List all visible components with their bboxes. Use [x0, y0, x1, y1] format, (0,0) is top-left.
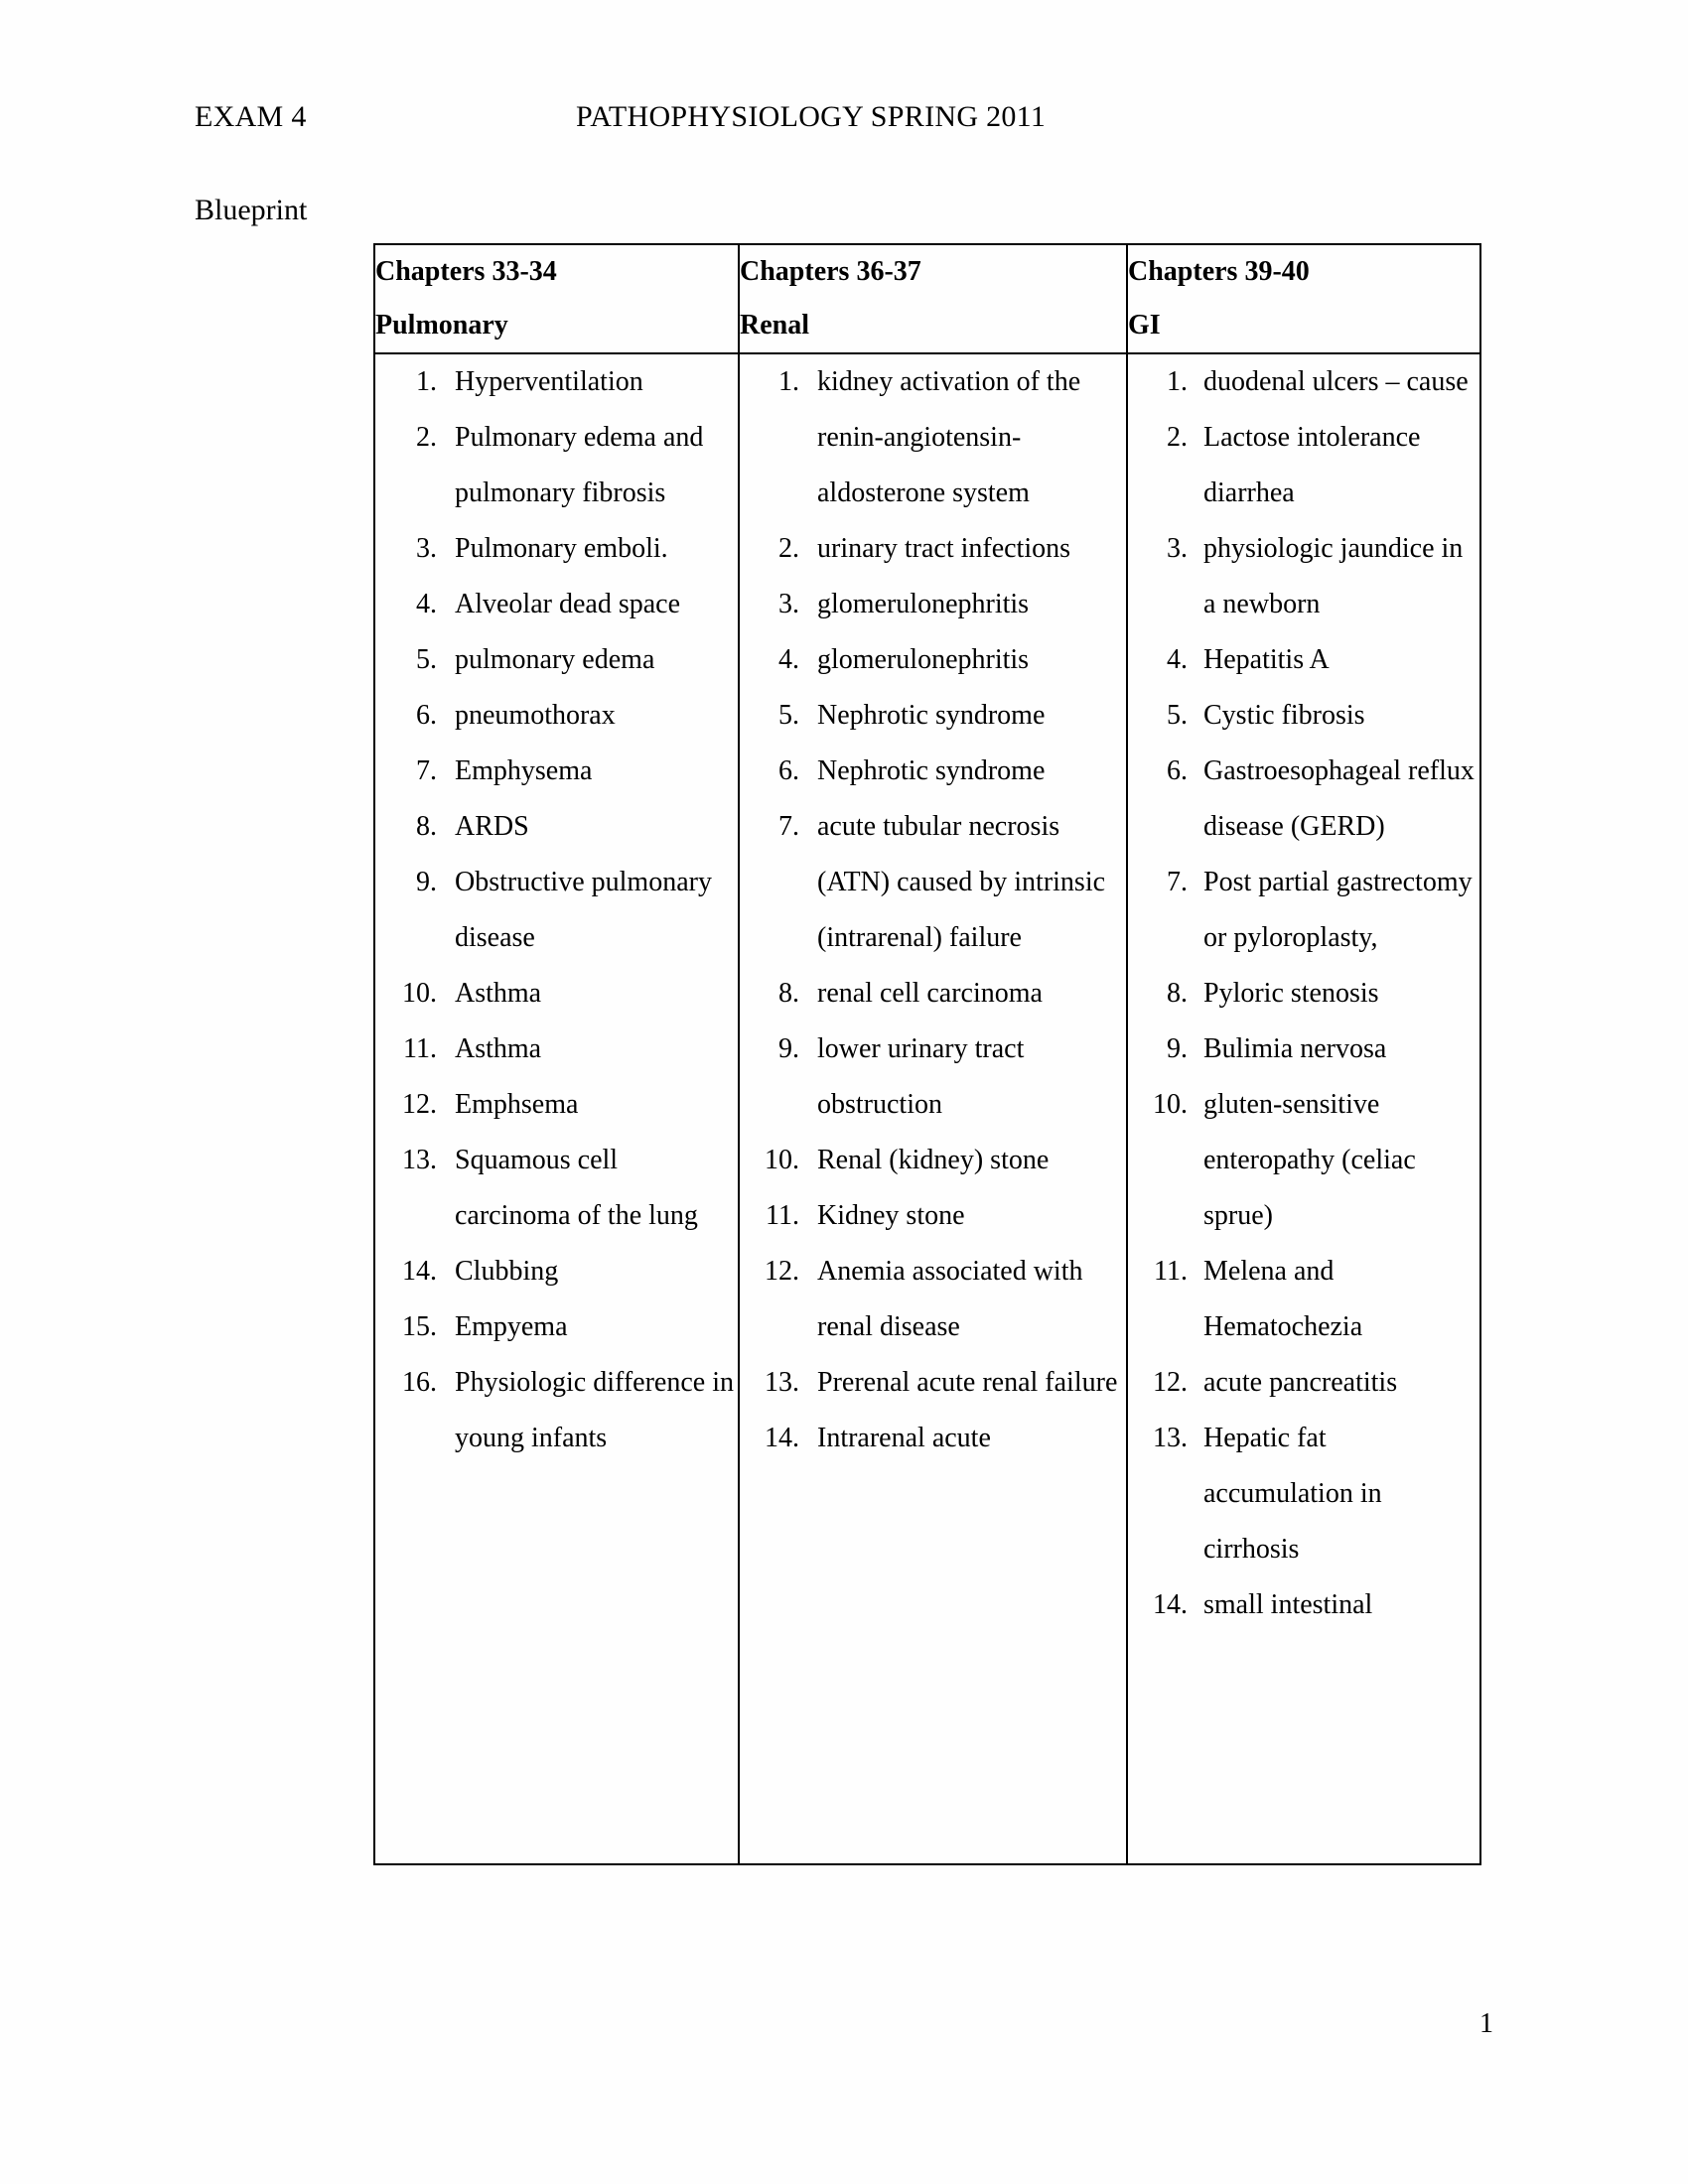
list-item [375, 799, 738, 855]
list-item-label: Pyloric stenosis [1203, 978, 1379, 1009]
column-header-renal [739, 244, 1127, 353]
list-item [1128, 410, 1479, 521]
list-item [375, 1355, 738, 1466]
list-item-number: 4. [416, 589, 437, 619]
list-item [375, 744, 738, 799]
list-item [740, 1244, 1126, 1355]
list-item-label: Nephrotic syndrome [817, 700, 1046, 731]
list-item-label: ARDS [455, 811, 529, 842]
list-item [740, 966, 1126, 1022]
list-item-label: Squamous cell carcinoma of the lung [455, 1145, 698, 1231]
list-item [1128, 632, 1479, 688]
list-item-number: 13. [765, 1367, 799, 1398]
list-item-label: Bulimia nervosa [1203, 1033, 1387, 1064]
list-item [1128, 966, 1479, 1022]
list-item-label: lower urinary tract obstruction [817, 1033, 1025, 1120]
list-item-number: 5. [778, 700, 799, 731]
list-item-number: 1. [778, 366, 799, 397]
list-item-number: 16. [402, 1367, 437, 1398]
list-item [375, 410, 738, 521]
list-item [740, 577, 1126, 632]
list-item [740, 744, 1126, 799]
list-item-number: 13. [402, 1145, 437, 1175]
list-item-number: 8. [416, 811, 437, 842]
list-item-number: 10. [1153, 1089, 1188, 1120]
list-item [375, 1299, 738, 1355]
list-item [1128, 354, 1479, 410]
list-item-label: Hepatitis A [1203, 644, 1330, 675]
list-item [740, 1411, 1126, 1466]
list-item-label: Clubbing [455, 1256, 559, 1287]
document-header [195, 97, 1505, 137]
list-item [740, 799, 1126, 966]
list-item-number: 14. [1153, 1589, 1188, 1620]
list-item [1128, 688, 1479, 744]
list-item-label: Nephrotic syndrome [817, 755, 1046, 786]
column-body-pulmonary [374, 353, 739, 1864]
list-item-label: Cystic fibrosis [1203, 700, 1365, 731]
list-item [740, 1355, 1126, 1411]
list-item-number: 10. [765, 1145, 799, 1175]
list-item-label: Melena and Hematochezia [1203, 1256, 1363, 1342]
list-item-number: 4. [778, 644, 799, 675]
list-item-number: 12. [1153, 1367, 1188, 1398]
list-item-number: 8. [778, 978, 799, 1009]
list-item-label: Pulmonary edema and pulmonary fibrosis [455, 422, 704, 508]
list-item [740, 1133, 1126, 1188]
column-body-gi [1127, 353, 1480, 1864]
list-item [1128, 855, 1479, 966]
list-item-label: small intestinal [1203, 1589, 1373, 1620]
topic-list-pulmonary [375, 354, 738, 1466]
table-body [374, 353, 1480, 1864]
list-item-number: 9. [416, 867, 437, 897]
list-item-label: Kidney stone [817, 1200, 965, 1231]
table-row [374, 353, 1480, 1864]
page-number: 1 [1479, 2008, 1493, 2039]
list-item-number: 14. [402, 1256, 437, 1287]
list-item-label: glomerulonephritis [817, 644, 1030, 675]
list-item [375, 1133, 738, 1244]
column-header-gi [1127, 244, 1480, 353]
list-item [1128, 1077, 1479, 1244]
list-item [375, 354, 738, 410]
list-item [375, 966, 738, 1022]
list-item-number: 7. [778, 811, 799, 842]
blueprint-label: Blueprint [195, 194, 308, 226]
list-item-label: Anemia associated with renal disease [817, 1256, 1083, 1342]
list-item-number: 2. [1167, 422, 1188, 453]
list-item-number: 11. [766, 1200, 799, 1231]
list-item-label: glomerulonephritis [817, 589, 1030, 619]
list-item [375, 1244, 738, 1299]
list-item-label: Asthma [455, 1033, 542, 1064]
list-item [375, 1077, 738, 1133]
column-system-label: Renal [740, 310, 809, 341]
list-item-number: 9. [778, 1033, 799, 1064]
column-chapters-label: Chapters 33-34 [375, 256, 557, 287]
list-item [375, 855, 738, 966]
list-item-number: 10. [402, 978, 437, 1009]
list-item-number: 5. [1167, 700, 1188, 731]
list-item-number: 3. [778, 589, 799, 619]
list-item [1128, 521, 1479, 632]
list-item-label: Gastroesophageal reflux disease (GERD) [1203, 755, 1475, 842]
list-item [740, 521, 1126, 577]
list-item-label: physiologic jaundice in a newborn [1203, 533, 1464, 619]
list-item-number: 3. [1167, 533, 1188, 564]
list-item [375, 1022, 738, 1077]
list-item-number: 1. [1167, 366, 1188, 397]
list-item [1128, 1022, 1479, 1077]
list-item-number: 11. [403, 1033, 437, 1064]
list-item-label: Lactose intolerance diarrhea [1203, 422, 1421, 508]
list-item-number: 7. [416, 755, 437, 786]
list-item [740, 1022, 1126, 1133]
list-item [1128, 1577, 1479, 1633]
list-item-label: renal cell carcinoma [817, 978, 1043, 1009]
list-item [740, 632, 1126, 688]
column-header-pulmonary [374, 244, 739, 353]
list-item [375, 577, 738, 632]
topic-list-gi [1128, 354, 1479, 1633]
column-system-label: GI [1128, 310, 1161, 341]
list-item-label: Hepatic fat accumulation in cirrhosis [1203, 1423, 1382, 1565]
list-item-label: Physiologic difference in young infants [455, 1367, 734, 1453]
list-item-number: 12. [402, 1089, 437, 1120]
list-item-number: 2. [416, 422, 437, 453]
list-item [740, 1188, 1126, 1244]
column-chapters-label: Chapters 39-40 [1128, 256, 1310, 287]
list-item-label: gluten-sensitive enteropathy (celiac sprue) [1203, 1089, 1416, 1231]
list-item-number: 8. [1167, 978, 1188, 1009]
list-item-label: acute tubular necrosis (ATN) caused by intrinsic (intrarenal) failure [817, 811, 1106, 953]
list-item [375, 688, 738, 744]
course-title: PATHOPHYSIOLOGY SPRING 2011 [576, 100, 1047, 133]
list-item [375, 632, 738, 688]
list-item-label: Renal (kidney) stone [817, 1145, 1050, 1175]
list-item-number: 14. [765, 1423, 799, 1453]
list-item-label: acute pancreatitis [1203, 1367, 1398, 1398]
list-item-number: 1. [416, 366, 437, 397]
column-chapters-label: Chapters 36-37 [740, 256, 921, 287]
list-item-label: Post partial gastrectomy or pyloroplasty, [1203, 867, 1473, 953]
list-item-label: pulmonary edema [455, 644, 655, 675]
list-item-label: Pulmonary emboli. [455, 533, 668, 564]
list-item-number: 13. [1153, 1423, 1188, 1453]
list-item-number: 9. [1167, 1033, 1188, 1064]
list-item [740, 354, 1126, 521]
list-item [740, 688, 1126, 744]
list-item [1128, 1355, 1479, 1411]
table-header-row [374, 244, 1480, 353]
list-item-label: Empyema [455, 1311, 568, 1342]
column-body-renal [739, 353, 1127, 1864]
list-item-number: 6. [1167, 755, 1188, 786]
list-item-label: Emphsema [455, 1089, 579, 1120]
list-item [1128, 744, 1479, 855]
list-item-label: Alveolar dead space [455, 589, 680, 619]
blueprint-table [373, 243, 1481, 1865]
list-item-label: Emphysema [455, 755, 593, 786]
list-item-label: Obstructive pulmonary disease [455, 867, 712, 953]
list-item-number: 11. [1154, 1256, 1188, 1287]
list-item-number: 12. [765, 1256, 799, 1287]
list-item [375, 521, 738, 577]
list-item-number: 7. [1167, 867, 1188, 897]
list-item-label: pneumothorax [455, 700, 616, 731]
list-item-label: duodenal ulcers – cause [1203, 366, 1469, 397]
list-item-number: 6. [778, 755, 799, 786]
list-item [1128, 1244, 1479, 1355]
list-item-label: Hyperventilation [455, 366, 643, 397]
list-item-label: Prerenal acute renal failure [817, 1367, 1118, 1398]
list-item-number: 4. [1167, 644, 1188, 675]
list-item-number: 15. [402, 1311, 437, 1342]
list-item-number: 5. [416, 644, 437, 675]
column-system-label: Pulmonary [375, 310, 508, 341]
list-item-label: kidney activation of the renin-angiotensin-aldosterone system [817, 366, 1081, 508]
list-item-number: 6. [416, 700, 437, 731]
list-item [1128, 1411, 1479, 1577]
list-item-label: urinary tract infections [817, 533, 1071, 564]
list-item-number: 2. [778, 533, 799, 564]
exam-label: EXAM 4 [195, 100, 307, 133]
list-item-number: 3. [416, 533, 437, 564]
topic-list-renal [740, 354, 1126, 1466]
list-item-label: Asthma [455, 978, 542, 1009]
list-item-label: Intrarenal acute [817, 1423, 991, 1453]
